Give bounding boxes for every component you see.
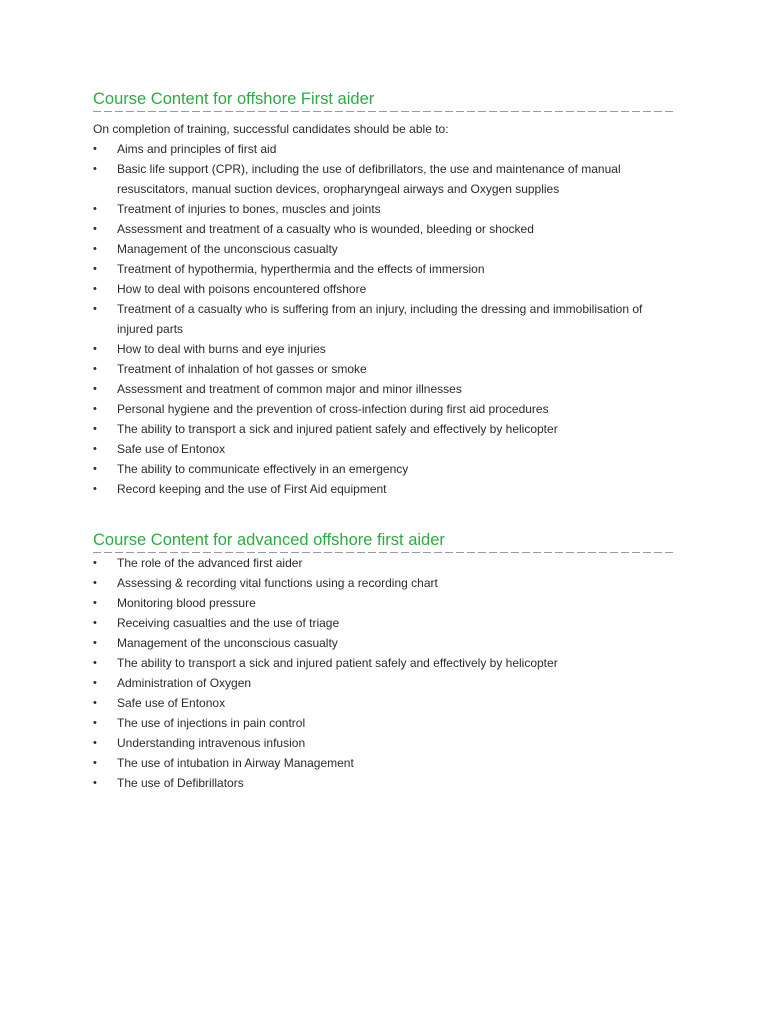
bullet-icon: • (93, 303, 97, 315)
bullet-icon: • (93, 557, 97, 569)
bullet-icon: • (93, 657, 97, 669)
list-item (93, 553, 676, 573)
advanced-first-aider-content-list (93, 553, 676, 793)
document-body (93, 88, 676, 793)
list-item-text: Treatment of a casualty who is suffering from an injury, including the dressing and immobilisation of injured parts (117, 302, 643, 336)
list-item (93, 339, 676, 359)
list-item (93, 593, 676, 613)
list-item (93, 693, 676, 713)
bullet-icon: • (93, 443, 97, 455)
section-heading-first-aider: Course Content for offshore First aider (93, 88, 676, 112)
list-item-text: Receiving casualties and the use of triage (117, 616, 340, 630)
bullet-icon: • (93, 637, 97, 649)
list-item-text: The ability to communicate effectively in an emergency (117, 462, 409, 476)
list-item (93, 633, 676, 653)
bullet-icon: • (93, 363, 97, 375)
list-item (93, 199, 676, 219)
bullet-icon: • (93, 343, 97, 355)
list-item (93, 459, 676, 479)
list-item-text: Treatment of hypothermia, hyperthermia and the effects of immersion (117, 262, 485, 276)
list-item-text: Aims and principles of first aid (117, 142, 277, 156)
bullet-icon: • (93, 403, 97, 415)
bullet-icon: • (93, 717, 97, 729)
bullet-icon: • (93, 677, 97, 689)
bullet-icon: • (93, 163, 97, 175)
list-item (93, 713, 676, 733)
bullet-icon: • (93, 423, 97, 435)
list-item-text: Treatment of inhalation of hot gasses or smoke (117, 362, 367, 376)
list-item-text: Record keeping and the use of First Aid equipment (117, 482, 387, 496)
bullet-icon: • (93, 597, 97, 609)
bullet-icon: • (93, 223, 97, 235)
list-item-text: Personal hygiene and the prevention of cross-infection during first aid procedures (117, 402, 549, 416)
bullet-icon: • (93, 203, 97, 215)
list-item (93, 479, 676, 499)
list-item-text: The use of Defibrillators (117, 776, 244, 790)
list-item (93, 139, 676, 159)
bullet-icon: • (93, 263, 97, 275)
list-item (93, 299, 676, 339)
list-item-text: Management of the unconscious casualty (117, 242, 338, 256)
bullet-icon: • (93, 737, 97, 749)
list-item-text: Safe use of Entonox (117, 696, 226, 710)
list-item-text: The use of injections in pain control (117, 716, 306, 730)
list-item-text: Treatment of injuries to bones, muscles and joints (117, 202, 381, 216)
section-heading-advanced-first-aider: Course Content for advanced offshore first aider (93, 529, 676, 553)
list-item-text: Management of the unconscious casualty (117, 636, 338, 650)
list-item (93, 613, 676, 633)
bullet-icon: • (93, 757, 97, 769)
list-item (93, 753, 676, 773)
list-item (93, 419, 676, 439)
list-item-text: Safe use of Entonox (117, 442, 226, 456)
list-item (93, 259, 676, 279)
list-item (93, 573, 676, 593)
list-item (93, 359, 676, 379)
list-item-text: The role of the advanced first aider (117, 556, 303, 570)
list-item-text: Assessment and treatment of a casualty who is wounded, bleeding or shocked (117, 222, 534, 236)
list-item (93, 219, 676, 239)
first-aider-content-list (93, 139, 676, 499)
bullet-icon: • (93, 383, 97, 395)
list-item (93, 673, 676, 693)
list-item-text: Assessing & recording vital functions using a recording chart (117, 576, 438, 590)
list-item (93, 773, 676, 793)
list-item-text: Basic life support (CPR), including the use of defibrillators, the use and maintenance of manual resuscitators, manual suction devices, oropharyngeal airways and Oxygen supplies (117, 162, 621, 196)
bullet-icon: • (93, 577, 97, 589)
bullet-icon: • (93, 777, 97, 789)
list-item (93, 399, 676, 419)
list-item (93, 733, 676, 753)
list-item-text: Assessment and treatment of common major and minor illnesses (117, 382, 462, 396)
list-item (93, 159, 676, 199)
bullet-icon: • (93, 143, 97, 155)
list-item-text: Monitoring blood pressure (117, 596, 256, 610)
bullet-icon: • (93, 243, 97, 255)
intro-paragraph: On completion of training, successful candidates should be able to: (93, 122, 449, 136)
bullet-icon: • (93, 463, 97, 475)
list-item-text: Administration of Oxygen (117, 676, 252, 690)
list-item-text: Understanding intravenous infusion (117, 736, 306, 750)
list-item-text: The use of intubation in Airway Management (117, 756, 354, 770)
list-item-text: How to deal with poisons encountered offshore (117, 282, 367, 296)
list-item-text: The ability to transport a sick and injured patient safely and effectively by helicopter (117, 422, 558, 436)
bullet-icon: • (93, 617, 97, 629)
list-item-text: How to deal with burns and eye injuries (117, 342, 326, 356)
list-item (93, 279, 676, 299)
bullet-icon: • (93, 483, 97, 495)
list-item (93, 653, 676, 673)
bullet-icon: • (93, 283, 97, 295)
list-item (93, 379, 676, 399)
list-item-text: The ability to transport a sick and injured patient safely and effectively by helicopter (117, 656, 558, 670)
list-item (93, 239, 676, 259)
list-item (93, 439, 676, 459)
bullet-icon: • (93, 697, 97, 709)
